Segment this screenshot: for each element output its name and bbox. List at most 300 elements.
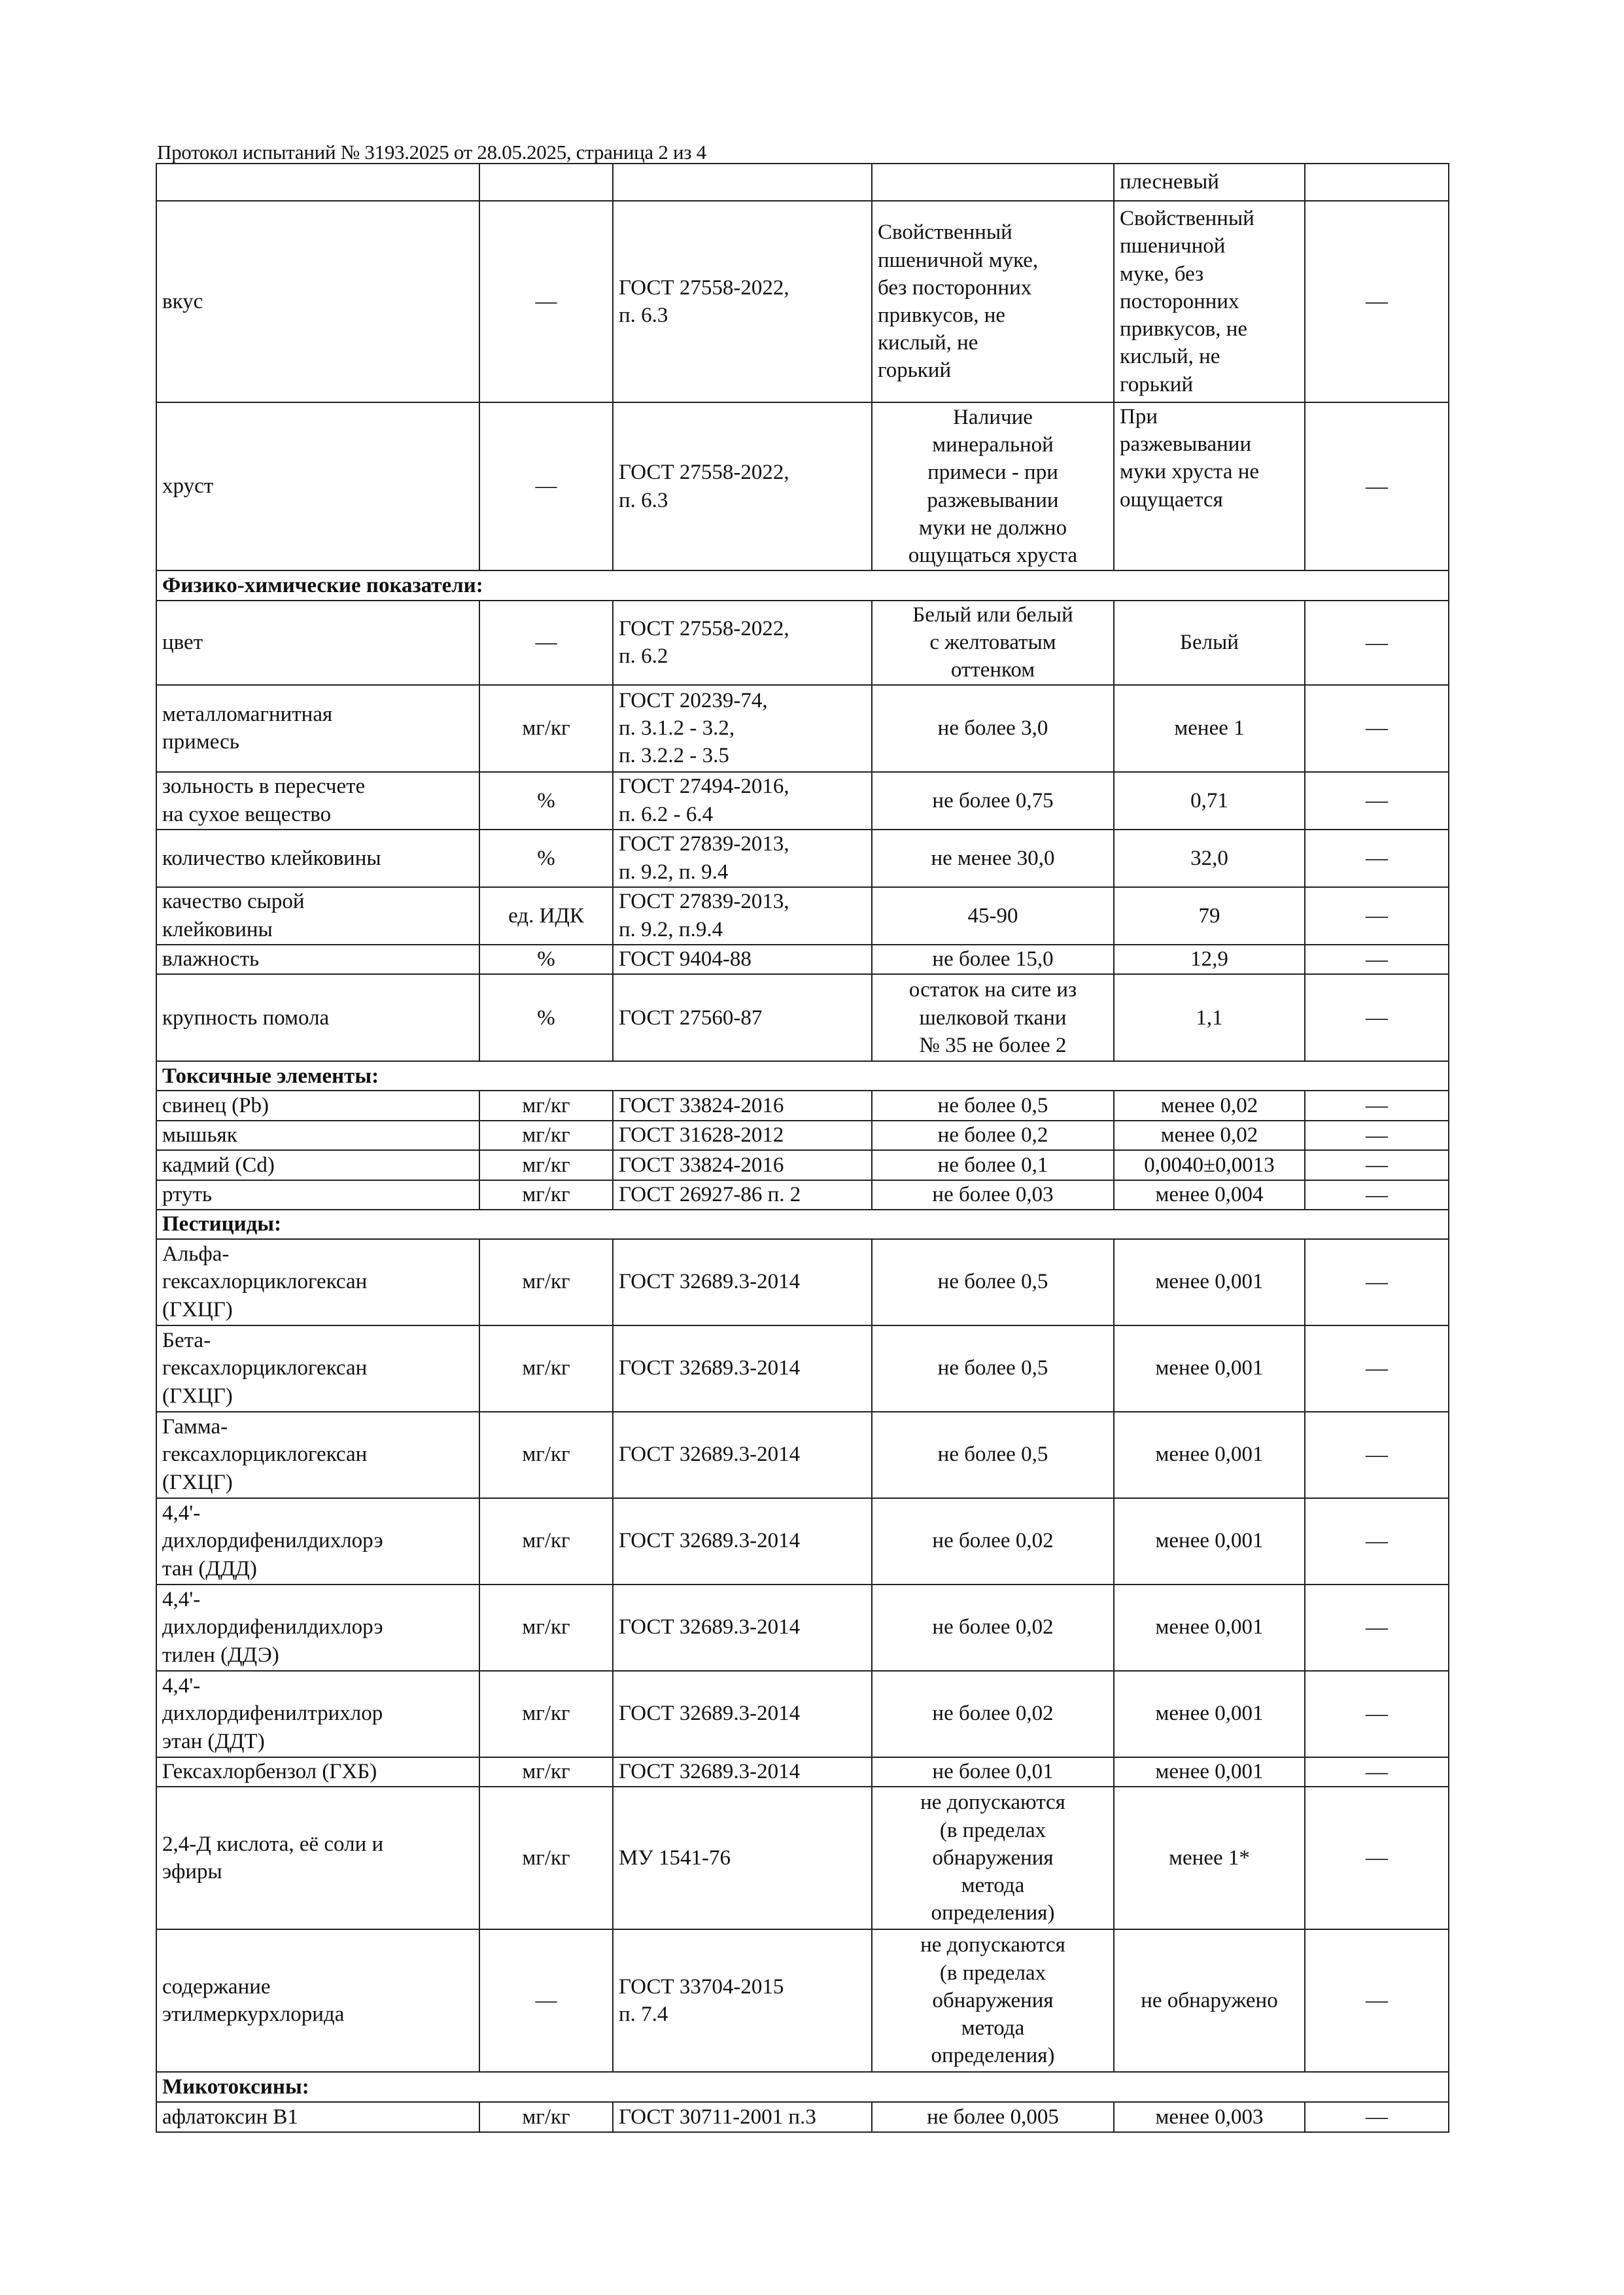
result-value-text: менее 0,003 <box>1155 2105 1264 2129</box>
indicator-name-text: металломагнитная примесь <box>162 702 333 754</box>
norm-value-text: не более 0,01 <box>932 1760 1054 1784</box>
norm-value-cell <box>872 1787 1114 1929</box>
indicator-name-text: ртуть <box>162 1183 213 1207</box>
deviation-text: — <box>1366 1846 1388 1870</box>
deviation-text: — <box>1366 845 1388 870</box>
norm-value-cell <box>872 887 1114 945</box>
test-results-table <box>156 163 1449 2133</box>
test-method-text: ГОСТ 32689.3-2014 <box>619 1356 801 1380</box>
test-method-text: ГОСТ 27558-2022, п. 6.2 <box>619 617 789 669</box>
result-value-text: менее 0,001 <box>1155 1615 1264 1639</box>
unit-cell <box>479 1787 613 1929</box>
test-method-cell <box>613 1412 872 1498</box>
unit-text: % <box>537 846 555 870</box>
norm-value-cell <box>872 974 1114 1061</box>
unit-cell <box>479 1239 613 1325</box>
indicator-name-text: Бета- гексахлорциклогексан (ГХЦГ) <box>162 1329 368 1408</box>
table-row <box>156 1325 1449 1412</box>
deviation-cell <box>1305 830 1449 887</box>
unit-cell <box>479 1180 613 1210</box>
table-row <box>156 974 1449 1061</box>
deviation-cell <box>1305 1671 1449 1757</box>
unit-cell <box>479 945 613 975</box>
norm-value-cell <box>872 402 1114 570</box>
norm-value-text: не более 0,5 <box>937 1443 1048 1467</box>
norm-value-text: не более 0,5 <box>937 1270 1048 1294</box>
indicator-name-cell <box>156 1498 479 1585</box>
result-value-cell <box>1114 1180 1305 1210</box>
indicator-name-cell <box>156 1150 479 1180</box>
result-value-cell <box>1114 601 1305 685</box>
unit-text: мг/кг <box>522 1846 570 1870</box>
norm-value-text: не допускаются (в пределах обнаружения метода определения) <box>920 1933 1065 2068</box>
indicator-name-text: влажность <box>162 947 260 972</box>
indicator-name-text: 2,4-Д кислота, её соли и эфиры <box>162 1832 384 1884</box>
unit-text: — <box>535 631 557 655</box>
norm-value-text: Белый или белый с желтоватым оттенком <box>912 603 1073 682</box>
test-method-cell <box>613 887 872 945</box>
deviation-cell <box>1305 164 1449 201</box>
deviation-cell <box>1305 1585 1449 1671</box>
result-value-cell <box>1114 1787 1305 1929</box>
indicator-name-cell <box>156 201 479 402</box>
result-value-cell <box>1114 1498 1305 1585</box>
deviation-cell <box>1305 772 1449 830</box>
unit-cell <box>479 201 613 402</box>
deviation-cell <box>1305 685 1449 772</box>
test-method-cell <box>613 1787 872 1929</box>
result-value-text: 12,9 <box>1190 947 1228 972</box>
test-method-cell <box>613 1180 872 1210</box>
unit-cell <box>479 1121 613 1151</box>
indicator-name-text: крупность помола <box>162 1006 330 1030</box>
table-row <box>156 1498 1449 1585</box>
result-value-text: менее 1* <box>1169 1846 1250 1870</box>
indicator-name-cell <box>156 601 479 685</box>
table-row <box>156 2102 1449 2132</box>
indicator-name-cell <box>156 164 479 201</box>
test-method-text: ГОСТ 32689.3-2014 <box>619 1702 801 1726</box>
test-method-text: МУ 1541-76 <box>619 1846 731 1870</box>
norm-value-text: не более 0,02 <box>932 1615 1054 1639</box>
result-value-cell <box>1114 974 1305 1061</box>
norm-value-text: Свойственный пшеничной муке, без посторонних привкусов, не кислый, не горький <box>878 220 1039 383</box>
deviation-text: — <box>1366 1528 1388 1553</box>
deviation-cell <box>1305 945 1449 975</box>
table-row <box>156 1239 1449 1325</box>
result-value-text: 32,0 <box>1190 846 1228 870</box>
test-method-cell <box>613 830 872 887</box>
deviation-text: — <box>1366 1442 1388 1467</box>
unit-text: мг/кг <box>522 1529 570 1553</box>
indicator-name-cell <box>156 1671 479 1757</box>
result-value-text: менее 0,001 <box>1155 1443 1264 1467</box>
result-value-cell <box>1114 1091 1305 1121</box>
indicator-name-cell <box>156 1757 479 1787</box>
unit-cell <box>479 974 613 1061</box>
indicator-name-cell <box>156 1180 479 1210</box>
unit-text: мг/кг <box>522 1183 570 1207</box>
indicator-name-text: зольность в пересчете на сухое вещество <box>162 775 366 826</box>
unit-text: мг/кг <box>522 1356 570 1380</box>
test-method-cell <box>613 1671 872 1757</box>
deviation-text: — <box>1366 1701 1388 1726</box>
test-method-cell <box>613 402 872 570</box>
deviation-text: — <box>1366 1093 1388 1118</box>
indicator-name-cell <box>156 685 479 772</box>
table-row <box>156 402 1449 570</box>
unit-text: % <box>537 947 555 972</box>
norm-value-cell <box>872 1498 1114 1585</box>
result-value-cell <box>1114 830 1305 887</box>
indicator-name-cell <box>156 1325 479 1412</box>
result-value-cell <box>1114 1239 1305 1325</box>
table-row <box>156 1929 1449 2072</box>
indicator-name-cell <box>156 1121 479 1151</box>
test-method-cell <box>613 945 872 975</box>
deviation-cell <box>1305 601 1449 685</box>
indicator-name-text: афлатоксин B1 <box>162 2105 298 2129</box>
norm-value-text: не более 3,0 <box>937 716 1048 741</box>
indicator-name-text: цвет <box>162 631 203 655</box>
table-row <box>156 201 1449 402</box>
result-value-text: 0,0040±0,0013 <box>1144 1153 1275 1177</box>
deviation-text: — <box>1366 1005 1388 1030</box>
deviation-cell <box>1305 1929 1449 2072</box>
indicator-name-cell <box>156 1239 479 1325</box>
norm-value-text: не более 0,75 <box>932 788 1054 813</box>
result-value-text: менее 0,001 <box>1155 1270 1264 1294</box>
test-method-cell <box>613 164 872 201</box>
table-row <box>156 1412 1449 1498</box>
norm-value-text: не более 0,5 <box>937 1093 1048 1117</box>
page-header: Протокол испытаний № 3193.2025 от 28.05.2025, страница 2 из 4 <box>157 141 706 164</box>
test-method-text: ГОСТ 27560-87 <box>619 1006 763 1030</box>
section-header-row <box>156 1210 1449 1238</box>
indicator-name-cell <box>156 887 479 945</box>
result-value-cell <box>1114 1585 1305 1671</box>
indicator-name-text: вкус <box>162 289 203 313</box>
unit-cell <box>479 685 613 772</box>
result-value-cell <box>1114 1150 1305 1180</box>
test-method-cell <box>613 1150 872 1180</box>
unit-cell <box>479 1585 613 1671</box>
indicator-name-cell <box>156 1091 479 1121</box>
table-row <box>156 601 1449 685</box>
deviation-text: — <box>1366 716 1388 741</box>
table-row <box>156 1150 1449 1180</box>
test-method-text: ГОСТ 9404-88 <box>619 947 752 972</box>
norm-value-cell <box>872 1150 1114 1180</box>
deviation-cell <box>1305 1325 1449 1412</box>
norm-value-cell <box>872 685 1114 772</box>
result-value-cell <box>1114 1412 1305 1498</box>
norm-value-text: не допускаются (в пределах обнаружения метода определения) <box>920 1791 1065 1925</box>
norm-value-text: не более 0,1 <box>937 1153 1048 1177</box>
norm-value-cell <box>872 830 1114 887</box>
section-title: Микотоксины: <box>156 2072 1449 2102</box>
unit-cell <box>479 402 613 570</box>
unit-text: мг/кг <box>522 1123 570 1148</box>
test-method-text: ГОСТ 31628-2012 <box>619 1123 784 1148</box>
unit-cell <box>479 1498 613 1585</box>
table-row <box>156 830 1449 887</box>
test-method-cell <box>613 1929 872 2072</box>
unit-text: мг/кг <box>522 1153 570 1177</box>
indicator-name-cell <box>156 1929 479 2072</box>
norm-value-text: остаток на сите из шелковой ткани № 35 не более 2 <box>908 978 1077 1057</box>
deviation-text: — <box>1366 289 1388 314</box>
indicator-name-text: 4,4'- дихлордифенилдихлорэ тилен (ДДЭ) <box>162 1588 383 1667</box>
unit-text: ед. ИДК <box>508 903 584 928</box>
result-value-cell <box>1114 1325 1305 1412</box>
test-method-text: ГОСТ 32689.3-2014 <box>619 1760 801 1784</box>
section-title: Пестициды: <box>156 1210 1449 1238</box>
deviation-text: — <box>1366 1153 1388 1178</box>
test-method-text: ГОСТ 32689.3-2014 <box>619 1615 801 1639</box>
norm-value-cell <box>872 1239 1114 1325</box>
deviation-cell <box>1305 1150 1449 1180</box>
table-row <box>156 945 1449 975</box>
indicator-name-text: 4,4'- дихлордифенилдихлорэ тан (ДДД) <box>162 1501 383 1581</box>
test-method-cell <box>613 1239 872 1325</box>
unit-text: мг/кг <box>522 1093 570 1117</box>
unit-cell <box>479 1091 613 1121</box>
indicator-name-text: Гексахлорбензол (ГХБ) <box>162 1760 377 1784</box>
test-method-cell <box>613 1121 872 1151</box>
deviation-cell <box>1305 1757 1449 1787</box>
deviation-cell <box>1305 1787 1449 1929</box>
unit-cell <box>479 1412 613 1498</box>
unit-text: мг/кг <box>522 2105 570 2129</box>
deviation-text: — <box>1366 1123 1388 1148</box>
indicator-name-cell <box>156 2102 479 2132</box>
test-method-cell <box>613 1585 872 1671</box>
unit-cell <box>479 830 613 887</box>
deviation-text: — <box>1366 1615 1388 1639</box>
deviation-cell <box>1305 1091 1449 1121</box>
result-value-text: 0,71 <box>1190 788 1228 813</box>
unit-cell <box>479 2102 613 2132</box>
test-method-text: ГОСТ 32689.3-2014 <box>619 1529 801 1553</box>
norm-value-text: не более 0,2 <box>937 1123 1048 1148</box>
unit-cell <box>479 1757 613 1787</box>
test-method-text: ГОСТ 26927-86 п. 2 <box>619 1183 801 1207</box>
norm-value-text: не более 0,02 <box>932 1529 1054 1553</box>
test-method-text: ГОСТ 27839-2013, п. 9.2, п.9.4 <box>619 890 789 941</box>
test-method-cell <box>613 685 872 772</box>
deviation-text: — <box>1366 788 1388 813</box>
result-value-cell <box>1114 772 1305 830</box>
unit-text: мг/кг <box>522 716 570 741</box>
result-value-cell <box>1114 164 1305 201</box>
table-row <box>156 1671 1449 1757</box>
norm-value-cell <box>872 1929 1114 2072</box>
norm-value-cell <box>872 945 1114 975</box>
unit-text: мг/кг <box>522 1760 570 1784</box>
table-row <box>156 1787 1449 1929</box>
norm-value-cell <box>872 1757 1114 1787</box>
unit-text: мг/кг <box>522 1270 570 1294</box>
unit-cell <box>479 1325 613 1412</box>
result-value-cell <box>1114 887 1305 945</box>
test-method-cell <box>613 201 872 402</box>
unit-text: мг/кг <box>522 1702 570 1726</box>
test-method-text: ГОСТ 27558-2022, п. 6.3 <box>619 275 789 327</box>
deviation-text: — <box>1366 1988 1388 2013</box>
indicator-name-cell <box>156 772 479 830</box>
section-header-row <box>156 2072 1449 2102</box>
indicator-name-text: 4,4'- дихлордифенилтрихлор этан (ДДТ) <box>162 1674 383 1753</box>
section-title: Физико-химические показатели: <box>156 570 1449 601</box>
deviation-text: — <box>1366 1182 1388 1207</box>
result-value-cell <box>1114 1671 1305 1757</box>
result-value-text: Белый <box>1180 631 1239 655</box>
result-value-text: При разжевывании муки хруста не ощущается <box>1120 405 1260 512</box>
result-value-text: менее 0,001 <box>1155 1760 1264 1784</box>
test-method-cell <box>613 1325 872 1412</box>
table-row <box>156 1091 1449 1121</box>
table-row <box>156 772 1449 830</box>
norm-value-text: не более 0,02 <box>932 1702 1054 1726</box>
norm-value-text: Наличие минеральной примеси - при разжевывании муки не должно ощущаться хруста <box>908 405 1078 567</box>
test-method-text: ГОСТ 33824-2016 <box>619 1153 784 1177</box>
section-header-row <box>156 1061 1449 1091</box>
indicator-name-text: мышьяк <box>162 1123 237 1148</box>
norm-value-cell <box>872 601 1114 685</box>
table-row <box>156 887 1449 945</box>
norm-value-text: не более 0,03 <box>932 1183 1054 1207</box>
deviation-cell <box>1305 402 1449 570</box>
result-value-text: менее 0,02 <box>1160 1123 1258 1148</box>
unit-cell <box>479 887 613 945</box>
result-value-text: менее 0,001 <box>1155 1356 1264 1380</box>
deviation-cell <box>1305 1498 1449 1585</box>
unit-cell <box>479 772 613 830</box>
test-method-cell <box>613 1757 872 1787</box>
table-row <box>156 1757 1449 1787</box>
result-value-text: менее 0,001 <box>1155 1529 1264 1553</box>
indicator-name-cell <box>156 1412 479 1498</box>
norm-value-cell <box>872 1180 1114 1210</box>
deviation-cell <box>1305 2102 1449 2132</box>
indicator-name-cell <box>156 402 479 570</box>
unit-text: мг/кг <box>522 1443 570 1467</box>
indicator-name-cell <box>156 945 479 975</box>
result-value-text: менее 0,02 <box>1160 1093 1258 1117</box>
result-value-text: менее 1 <box>1174 716 1245 741</box>
deviation-text: — <box>1366 474 1388 499</box>
norm-value-text: 45-90 <box>967 903 1018 928</box>
unit-cell <box>479 1929 613 2072</box>
norm-value-text: не более 0,5 <box>937 1356 1048 1380</box>
unit-cell <box>479 164 613 201</box>
test-method-text: ГОСТ 27558-2022, п. 6.3 <box>619 461 789 512</box>
result-value-text: менее 0,001 <box>1155 1702 1264 1726</box>
result-value-text: менее 0,004 <box>1155 1183 1264 1207</box>
section-header-row <box>156 570 1449 601</box>
result-value-text: плесневый <box>1120 170 1219 194</box>
test-method-text: ГОСТ 27839-2013, п. 9.2, п. 9.4 <box>619 832 789 884</box>
result-value-text: 79 <box>1198 903 1220 928</box>
norm-value-text: не менее 30,0 <box>931 846 1055 870</box>
norm-value-cell <box>872 772 1114 830</box>
table-row <box>156 164 1449 201</box>
table-row <box>156 1180 1449 1210</box>
test-method-text: ГОСТ 32689.3-2014 <box>619 1443 801 1467</box>
test-method-text: ГОСТ 30711-2001 п.3 <box>619 2105 816 2129</box>
result-value-cell <box>1114 1757 1305 1787</box>
table-row <box>156 1585 1449 1671</box>
indicator-name-text: свинец (Pb) <box>162 1093 269 1117</box>
norm-value-cell <box>872 1325 1114 1412</box>
test-method-cell <box>613 601 872 685</box>
norm-value-cell <box>872 1412 1114 1498</box>
test-method-cell <box>613 2102 872 2132</box>
deviation-cell <box>1305 1180 1449 1210</box>
deviation-cell <box>1305 201 1449 402</box>
result-value-text: Свойственный пшеничной муке, без посторонних привкусов, не кислый, не горький <box>1120 207 1254 396</box>
indicator-name-text: качество сырой клейковины <box>162 890 305 941</box>
unit-text: — <box>535 289 557 313</box>
deviation-cell <box>1305 1239 1449 1325</box>
deviation-text: — <box>1366 630 1388 655</box>
norm-value-text: не более 15,0 <box>932 947 1054 972</box>
norm-value-cell <box>872 164 1114 201</box>
norm-value-cell <box>872 1121 1114 1151</box>
unit-cell <box>479 601 613 685</box>
result-value-cell <box>1114 402 1305 570</box>
deviation-cell <box>1305 1412 1449 1498</box>
deviation-text: — <box>1366 1356 1388 1380</box>
indicator-name-text: содержание этилмеркурхлорида <box>162 1974 345 2027</box>
result-value-text: не обнаружено <box>1141 1988 1278 2012</box>
indicator-name-text: количество клейковины <box>162 846 381 870</box>
deviation-text: — <box>1366 1759 1388 1784</box>
indicator-name-text: хруст <box>162 474 214 499</box>
table-row <box>156 685 1449 772</box>
indicator-name-text: Альфа- гексахлорциклогексан (ГХЦГ) <box>162 1242 368 1322</box>
result-value-cell <box>1114 685 1305 772</box>
deviation-text: — <box>1366 2105 1388 2129</box>
unit-cell <box>479 1150 613 1180</box>
unit-text: % <box>537 788 555 813</box>
result-value-cell <box>1114 1929 1305 2072</box>
test-method-text: ГОСТ 33704-2015 п. 7.4 <box>619 1974 784 2027</box>
norm-value-cell <box>872 2102 1114 2132</box>
result-value-cell <box>1114 201 1305 402</box>
test-method-text: ГОСТ 32689.3-2014 <box>619 1270 801 1294</box>
indicator-name-cell <box>156 1787 479 1929</box>
test-method-cell <box>613 974 872 1061</box>
test-method-text: ГОСТ 20239-74, п. 3.1.2 - 3.2, п. 3.2.2 - 3.5 <box>619 688 768 768</box>
test-method-cell <box>613 772 872 830</box>
test-method-text: ГОСТ 27494-2016, п. 6.2 - 6.4 <box>619 775 789 826</box>
table-row <box>156 1121 1449 1151</box>
indicator-name-cell <box>156 974 479 1061</box>
result-value-cell <box>1114 945 1305 975</box>
indicator-name-cell <box>156 1585 479 1671</box>
section-title: Токсичные элементы: <box>156 1061 1449 1091</box>
unit-text: — <box>535 1988 557 2012</box>
norm-value-cell <box>872 1671 1114 1757</box>
deviation-cell <box>1305 887 1449 945</box>
deviation-cell <box>1305 1121 1449 1151</box>
norm-value-text: не более 0,005 <box>927 2105 1059 2129</box>
deviation-text: — <box>1366 1269 1388 1294</box>
test-method-cell <box>613 1091 872 1121</box>
result-value-cell <box>1114 1121 1305 1151</box>
